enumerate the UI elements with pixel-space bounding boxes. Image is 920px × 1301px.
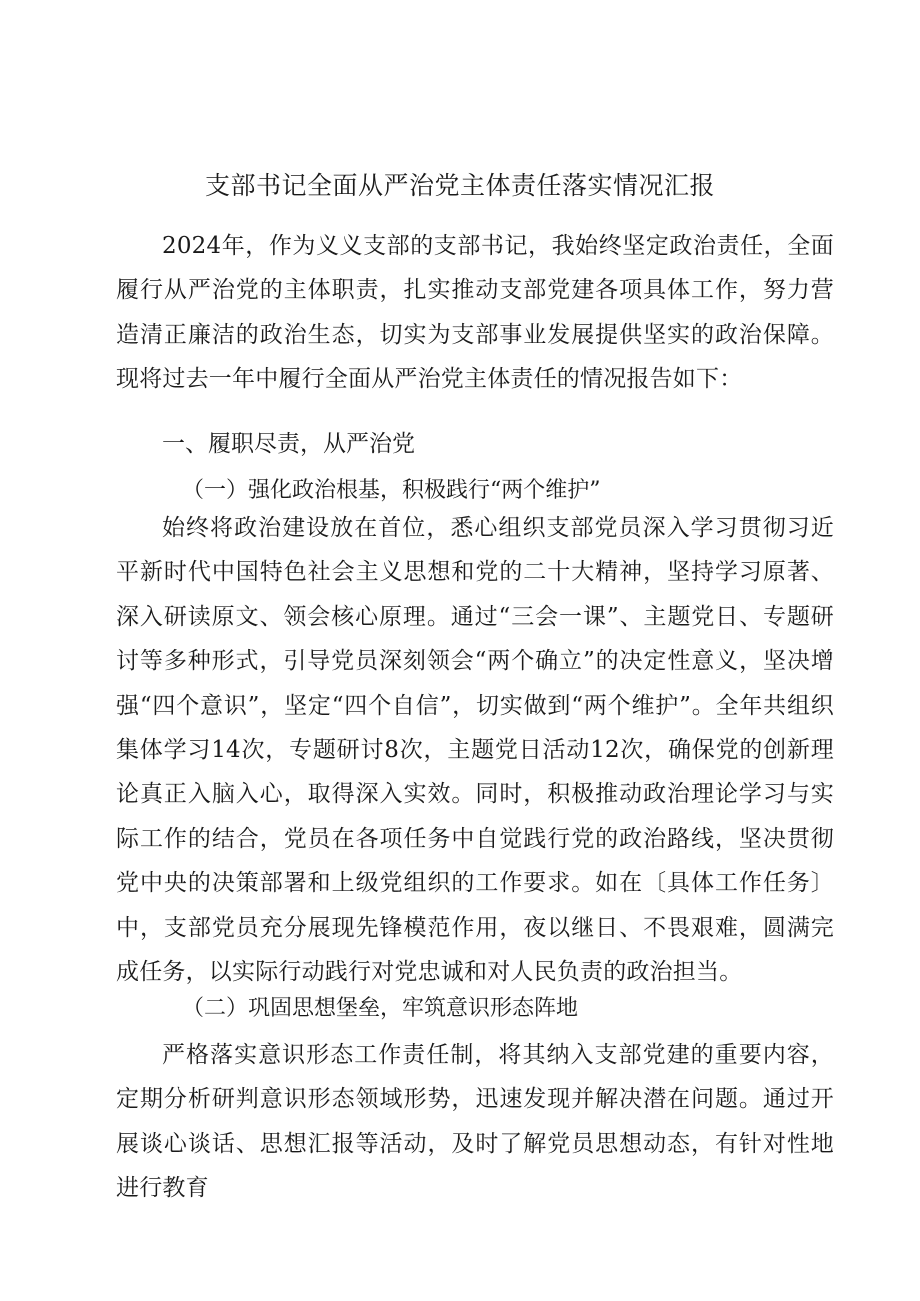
subsection-heading-2: （二）巩固思想堡垒，牢筑意识形态阵地 [182, 996, 579, 1021]
document-title: 支部书记全面从严治党主体责任落实情况汇报 [204, 171, 715, 200]
intro-paragraph: 2024年，作为义义支部的支部书记，我始终坚定政治责任，全面履行从严治党的主体职责，扎实推动支部党建各项具体工作，努力营造清正廉洁的政治生态，切实为支部事业发展提供坚实的政治保障。现将过去一年中履行全面从严治党主体责任的情况报告如下： [116, 233, 834, 393]
subsection-2-body-block [116, 1033, 834, 1211]
subsection-1-paragraph: 始终将政治建设放在首位，悉心组织支部党员深入学习贯彻习近平新时代中国特色社会主义思想和党的二十大精神，坚持学习原著、深入研读原文、领会核心原理。通过“三会一课”、主题党日、专题研讨等多种形式，引导党员深刻领会“两个确立”的决定性意义，坚决增强“四个意识”，坚定“四个自信”，切实做到“两个维护”。全年共组织集体学习14次，专题研讨8次，主题党日活动12次，确保党的创新理论真正入脑入心，取得深入实效。同时，积极推动政治理论学习与实际工作的结合，党员在各项任务中自觉践行党的政治路线，坚决贯彻党中央的决策部署和上级党组织的工作要求。如在〔具体工作任务〕中，支部党员充分展现先锋模范作用，夜以继日、不畏艰难，圆满完成任务，以实际行动践行对党忠诚和对人民负责的政治担当。 [116, 515, 834, 986]
subsection-2-paragraph: 严格落实意识形态工作责任制，将其纳入支部党建的重要内容，定期分析研判意识形态领域形势，迅速发现并解决潜在问题。通过开展谈心谈话、思想汇报等活动，及时了解党员思想动态，有针对性地进行教育 [116, 1042, 834, 1202]
subsection-heading-1: （一）强化政治根基，积极践行“两个维护” [182, 478, 601, 503]
section-heading-1: 一、履职尽责，从严治党 [162, 431, 415, 457]
intro-block [116, 224, 834, 402]
subsection-1-body-block [116, 506, 834, 994]
